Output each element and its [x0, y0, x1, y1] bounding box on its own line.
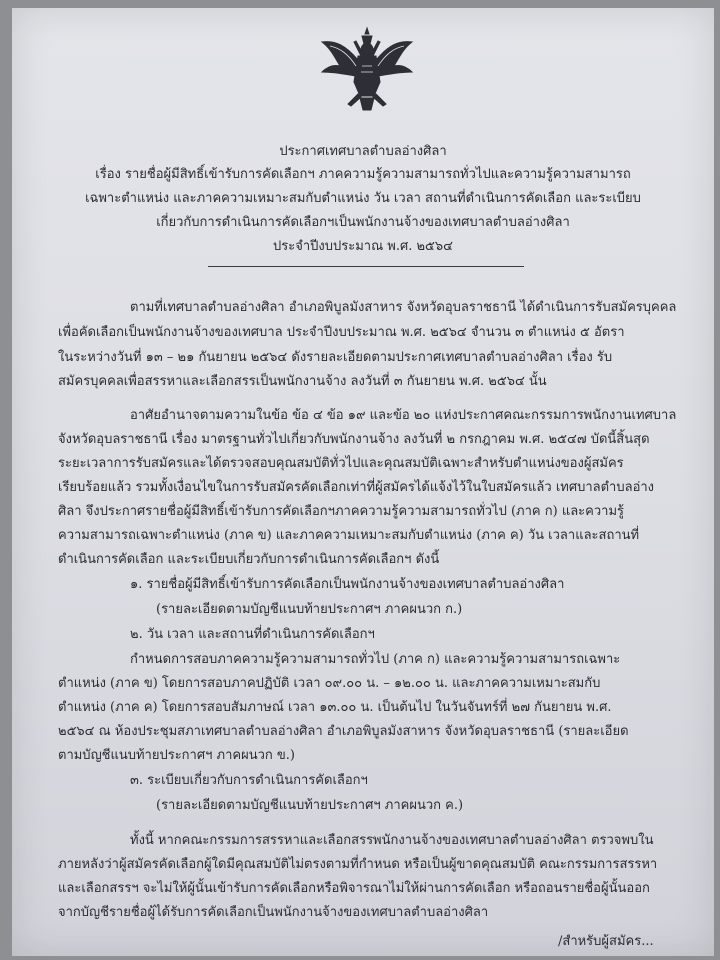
- final-para-line: ทั้งนี้ หากคณะกรรมการสรรหาและเลือกสรรพนักงานจ้างของเทศบาลตำบลอ่างศิลา ตรวจพบใน: [130, 833, 654, 848]
- final-para-line: จากบัญชีรายชื่อผู้ได้รับการคัดเลือกเป็นพนักงานจ้างของเทศบาลตำบลอ่างศิลา: [58, 905, 489, 920]
- para2-line: อาศัยอำนาจตามความในข้อ ข้อ ๔ ข้อ ๑๙ และข้อ ๒๐ แห่งประกาศคณะกรรมการพนักงานเทศบาล: [130, 408, 677, 423]
- item2-line: กำหนดการสอบภาคความรู้ความสามารถทั่วไป (ภาค ก) และความรู้ความสามารถเฉพาะ: [130, 652, 621, 667]
- subject-line-2: เฉพาะตำแหน่ง และภาคความเหมาะสมกับตำแหน่ง วัน เวลา สถานที่ดำเนินการคัดเลือก และระเบียบ: [85, 191, 641, 206]
- para2-line: ศิลา จึงประกาศรายชื่อผู้มีสิทธิ์เข้ารับการคัดเลือกฯภาคความรู้ความสามารถทั่วไป (ภาค ก) และความรู้: [58, 504, 625, 519]
- final-para-line: และเลือกสรรฯ จะไม่ให้ผู้นั้นเข้ารับการคัดเลือกหรือพิจารณาไม่ให้ผ่านการคัดเลือก หรือถอนรายชื่อผู้นั้นออก: [58, 881, 650, 896]
- item1-heading: ๑. รายชื่อผู้มีสิทธิ์เข้ารับการคัดเลือกเป็นพนักงานจ้างของเทศบาลตำบลอ่างศิลา: [130, 577, 565, 592]
- item3-heading: ๓. ระเบียบเกี่ยวกับการดำเนินการคัดเลือกฯ: [130, 773, 368, 788]
- announcement-title: ประกาศเทศบาลตำบลอ่างศิลา: [279, 144, 447, 159]
- garuda-emblem: [318, 26, 416, 114]
- subject-line-1: เรื่อง รายชื่อผู้มีสิทธิ์เข้ารับการคัดเลือกฯ ภาคความรู้ความสามารถทั่วไปและความรู้ความสามารถ: [95, 167, 631, 182]
- para1-line: เพื่อคัดเลือกเป็นพนักงานจ้างของเทศบาล ประจำปีงบประมาณ พ.ศ. ๒๕๖๔ จำนวน ๓ ตำแหน่ง ๕ อัตรา: [58, 325, 625, 340]
- para1-line: ตามที่เทศบาลตำบลอ่างศิลา อำเภอพิบูลมังสาหาร จังหวัดอุบลราชธานี ได้ดำเนินการรับสมัครบุคคล: [130, 300, 677, 315]
- para2-line: ระยะเวลาการรับสมัครและได้ตรวจสอบคุณสมบัติทั่วไปและคุณสมบัติเฉพาะสำหรับตำแหน่งของผู้สมัคร: [58, 456, 624, 471]
- item2-heading: ๒. วัน เวลา และสถานที่ดำเนินการคัดเลือกฯ: [130, 627, 375, 642]
- para2-line: เรียบร้อยแล้ว รวมทั้งเงื่อนไขในการรับสมัครคัดเลือกเท่าที่ผู้สมัครได้แจ้งไว้ในใบสมัครแล้ว เทศบาลตำบลอ่าง: [58, 480, 655, 495]
- para1-line: ในระหว่างวันที่ ๑๓ – ๒๑ กันยายน ๒๕๖๔ ดังรายละเอียดตามประกาศเทศบาลตำบลอ่างศิลา เรื่อง รับ: [58, 350, 613, 365]
- final-para-line: ภายหลังว่าผู้สมัครคัดเลือกผู้ใดมีคุณสมบัติไม่ตรงตามที่กำหนด หรือเป็นผู้ขาดคุณสมบัติ คณะกรรมการสรรหา: [58, 857, 658, 872]
- item3-detail: (รายละเอียดตามบัญชีแนบท้ายประกาศฯ ภาคผนวก ค.): [156, 798, 464, 813]
- item2-line: ตำแหน่ง (ภาค ข) โดยการสอบภาคปฏิบัติ เวลา ๐๙.๐๐ น. – ๑๒.๐๐ น. และภาคความเหมาะสมกับ: [58, 676, 601, 691]
- title-divider: [208, 266, 524, 267]
- para1-line: สมัครบุคคลเพื่อสรรหาและเลือกสรรเป็นพนักงานจ้าง ลงวันที่ ๓ กันยายน พ.ศ. ๒๕๖๔ นั้น: [58, 374, 547, 389]
- para2-line: จังหวัดอุบลราชธานี เรื่อง มาตรฐานทั่วไปเกี่ยวกับพนักงานจ้าง ลงวันที่ ๒ กรกฎาคม พ.ศ. ๒๕๔๗ บัดนี้สิ้นสุด: [58, 432, 650, 447]
- item2-line: ตามบัญชีแนบท้ายประกาศฯ ภาคผนวก ข.): [58, 748, 296, 763]
- item2-line: ตำแหน่ง (ภาค ค) โดยการสอบสัมภาษณ์ เวลา ๑๓.๐๐ น. เป็นต้นไป ในวันจันทร์ที่ ๒๗ กันยายน พ.ศ.: [58, 700, 612, 715]
- continuation-note: /สำหรับผู้สมัคร...: [558, 934, 654, 949]
- subject-line-4: ประจำปีงบประมาณ พ.ศ. ๒๕๖๔: [273, 239, 453, 254]
- item2-line: ๒๕๖๔ ณ ห้องประชุมสภาเทศบาลตำบลอ่างศิลา อำเภอพิบูลมังสาหาร จังหวัดอุบลราชธานี (รายละเอียด: [58, 724, 629, 739]
- item1-detail: (รายละเอียดตามบัญชีแนบท้ายประกาศฯ ภาคผนวก ก.): [156, 602, 463, 617]
- para2-line: ดำเนินการคัดเลือก และระเบียบเกี่ยวกับการดำเนินการคัดเลือกฯ ดังนี้: [58, 552, 440, 567]
- subject-line-3: เกี่ยวกับการดำเนินการคัดเลือกฯเป็นพนักงานจ้างของเทศบาลตำบลอ่างศิลา: [156, 215, 570, 230]
- document-page: [12, 8, 714, 956]
- para2-line: ความสามารถเฉพาะตำแหน่ง (ภาค ข) และภาคความเหมาะสมกับตำแหน่ง (ภาค ค) วัน เวลาและสถานที่: [58, 528, 640, 543]
